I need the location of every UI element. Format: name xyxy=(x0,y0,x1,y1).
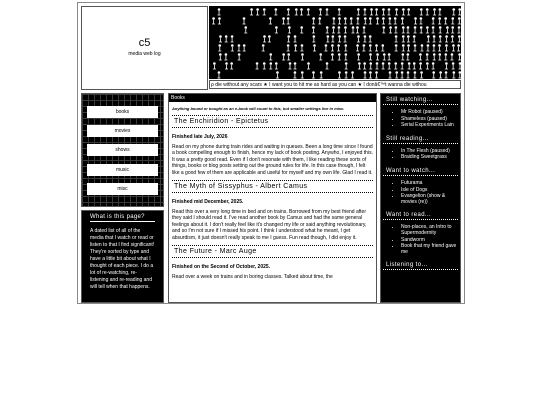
banner-figure xyxy=(357,8,360,15)
banner-figure xyxy=(231,44,234,51)
banner-figure xyxy=(332,26,335,33)
about-title: What is this page? xyxy=(90,214,155,222)
banner-figure xyxy=(426,8,429,15)
banner-figure xyxy=(345,71,348,78)
banner-figure xyxy=(274,8,277,15)
banner-figure xyxy=(363,62,366,69)
list-item: • Non-places, an Intro to Supermodernity xyxy=(401,225,460,236)
sidebar-list xyxy=(381,181,460,205)
banner-figure xyxy=(401,62,404,69)
main-body xyxy=(169,102,376,280)
banner-figure xyxy=(294,35,297,42)
banner-figure xyxy=(432,44,435,51)
banner-figure xyxy=(344,53,347,60)
banner-figure xyxy=(352,26,355,33)
banner-figure xyxy=(438,17,441,24)
banner-figure xyxy=(452,62,455,69)
about-panel xyxy=(81,210,164,303)
sidebar-list xyxy=(381,149,460,161)
page-frame xyxy=(77,2,465,304)
banner-figure xyxy=(369,35,372,42)
banner-figure xyxy=(451,26,454,33)
banner-figure xyxy=(218,8,221,15)
banner-figure xyxy=(219,53,222,60)
list-item: • Evangelion (show & movies (re)) xyxy=(401,194,460,205)
site-logo[interactable] xyxy=(81,6,208,90)
banner-figure xyxy=(402,8,405,15)
banner-figure xyxy=(414,26,417,33)
banner-figure xyxy=(224,53,227,60)
banner-figure xyxy=(426,44,429,51)
banner-figure xyxy=(230,62,233,69)
banner-figure xyxy=(402,35,405,42)
banner-figure xyxy=(446,26,449,33)
banner-figure xyxy=(225,35,228,42)
banner-figure xyxy=(433,35,436,42)
banner-figure xyxy=(287,17,290,24)
section-tagline: Anything bound or bought as an e-book will count to this, but smaller writings live in misc. xyxy=(172,106,345,111)
banner-figure xyxy=(376,17,379,24)
banner-figure xyxy=(426,53,429,60)
banner-figure xyxy=(288,26,291,33)
banner-figure xyxy=(420,26,423,33)
banner-figure xyxy=(407,44,410,51)
banner-figure xyxy=(445,44,448,51)
banner-figure xyxy=(394,62,397,69)
nav-movies-button[interactable]: movies xyxy=(87,125,158,137)
banner-figure xyxy=(282,53,285,60)
banner-figure xyxy=(433,53,436,60)
banner-figure xyxy=(219,35,222,42)
banner-figure xyxy=(331,44,334,51)
banner-figure xyxy=(452,8,455,15)
banner-figure xyxy=(217,71,220,78)
banner-figure xyxy=(394,26,397,33)
entry-date: Finished mid December, 2025. xyxy=(172,199,244,206)
banner-figure xyxy=(388,62,391,69)
banner-figure xyxy=(269,17,272,24)
banner-figure xyxy=(344,26,347,33)
banner-figure xyxy=(300,8,303,15)
banner-figure xyxy=(426,26,429,33)
banner-figure xyxy=(338,8,341,15)
banner-figure xyxy=(382,17,385,24)
banner-figure xyxy=(218,44,221,51)
list-item: • Sandworm xyxy=(401,238,460,244)
banner-figure xyxy=(294,44,297,51)
banner-figure xyxy=(325,8,328,15)
banner-figure xyxy=(312,26,315,33)
banner-figure xyxy=(344,44,347,51)
banner-figure xyxy=(356,26,359,33)
banner-figure xyxy=(319,8,322,15)
banner-figure xyxy=(438,53,441,60)
banner-figure xyxy=(419,62,422,69)
banner-figure xyxy=(413,62,416,69)
banner-figure xyxy=(444,53,447,60)
banner-figure xyxy=(458,35,461,42)
list-item: • Mr Robot (paused) xyxy=(401,110,460,116)
entry xyxy=(172,245,373,280)
banner-figure xyxy=(439,35,442,42)
banner-figure xyxy=(432,17,435,24)
entry-title: The Enchiridion - Epictetus xyxy=(174,118,269,125)
banner-figure xyxy=(287,8,290,15)
banner-figure xyxy=(364,17,367,24)
banner-figure xyxy=(426,62,429,69)
banner-figure xyxy=(375,8,378,15)
banner-figure xyxy=(388,17,391,24)
banner-figure xyxy=(262,44,265,51)
banner-figure xyxy=(458,53,461,60)
banner-figure xyxy=(457,44,460,51)
banner-figure xyxy=(395,8,398,15)
banner-figure xyxy=(326,35,329,42)
nav-misc-button[interactable]: misc xyxy=(87,183,158,195)
banner-figure xyxy=(326,26,329,33)
site-title: c5 xyxy=(138,37,151,49)
banner-figure xyxy=(432,71,435,78)
banner-figure xyxy=(401,53,404,60)
banner-figure xyxy=(375,71,378,78)
about-text: A dated list of all of the media that I watch or read or listen to that I find significant! They're sorted by type and have a little bit about what I thought of each piece. I do a lot of re-watching, re-listening and re-reading and will tell when that happens. xyxy=(90,228,155,290)
banner-figure xyxy=(337,44,340,51)
banner-figure xyxy=(268,35,271,42)
banner-figure xyxy=(287,35,290,42)
banner-figure xyxy=(420,44,423,51)
banner-figure xyxy=(419,53,422,60)
marquee-text: ρ die without any scars ★ I want you to hit me as hard as you can ★ I donâ€™t wanna die withou xyxy=(211,82,427,88)
banner-figure xyxy=(213,62,216,69)
banner-figure xyxy=(345,62,348,69)
list-item: • In The Flesh (paused) xyxy=(401,149,460,155)
banner-figure xyxy=(395,44,398,51)
banner-figure xyxy=(294,62,297,69)
banner-figure xyxy=(350,17,353,24)
banner-figure xyxy=(324,44,327,51)
banner-figure xyxy=(381,44,384,51)
banner-figure xyxy=(238,53,241,60)
sidebar-lists[interactable] xyxy=(380,93,461,303)
banner-figure xyxy=(356,17,359,24)
banner-figure xyxy=(300,26,303,33)
banner-figure xyxy=(319,53,322,60)
banner-figure xyxy=(362,44,365,51)
banner-figure xyxy=(269,62,272,69)
banner-figure xyxy=(312,17,315,24)
list-item: • Book that my friend gave me xyxy=(401,244,460,255)
banner-figure xyxy=(356,44,359,51)
banner-figure xyxy=(312,35,315,42)
banner-figure xyxy=(444,17,447,24)
sidebar-section-want-to-watch xyxy=(381,165,460,205)
entry-title: The Future - Marc Auge xyxy=(174,248,257,256)
entry-title: The Myth of Sissyphus - Albert Camus xyxy=(174,183,308,191)
banner-figure xyxy=(407,71,410,78)
banner-figure xyxy=(225,62,228,69)
entry-date: Finished late July, 2026 xyxy=(172,134,228,140)
banner-figure xyxy=(419,17,422,24)
banner-figure xyxy=(389,71,392,78)
banner-figure xyxy=(450,53,453,60)
banner-figure xyxy=(364,71,367,78)
list-item: • Serial Experiments Lain xyxy=(401,123,460,129)
banner-figure xyxy=(445,35,448,42)
banner-figure xyxy=(287,53,290,60)
banner-figure xyxy=(237,44,240,51)
banner-figure xyxy=(388,53,391,60)
sidebar-heading: Want to read... xyxy=(383,209,458,220)
banner-figure xyxy=(432,26,435,33)
banner-figure xyxy=(401,17,404,24)
banner-figure xyxy=(451,17,454,24)
banner-figure xyxy=(243,17,246,24)
banner-figure xyxy=(295,8,298,15)
banner-figure xyxy=(389,26,392,33)
main-content[interactable] xyxy=(168,93,377,303)
banner-figure xyxy=(383,53,386,60)
list-item: • Shameless (paused) xyxy=(401,117,460,123)
sidebar-section-still-reading xyxy=(381,133,460,161)
banner-figure xyxy=(458,8,461,15)
banner-figure xyxy=(387,8,390,15)
banner-figure xyxy=(406,53,409,60)
banner-figure xyxy=(263,8,266,15)
banner-figure xyxy=(376,62,379,69)
divider xyxy=(172,257,373,258)
banner-figure xyxy=(420,71,423,78)
banner-figure xyxy=(369,44,372,51)
banner-figure xyxy=(263,35,266,42)
banner-figure xyxy=(375,44,378,51)
list-item: • Isle of Dogs xyxy=(401,188,460,194)
sidebar-list xyxy=(381,110,460,129)
banner-figure xyxy=(275,26,278,33)
banner-figure xyxy=(459,62,461,69)
banner-figure xyxy=(344,35,347,42)
entry-text: Read this over a very long time in bed and on trains. Borrowed from my best friend after they said I should read it. I've read another book by Camus and had the same general feelings about it. I don't really feel like it's changed my life or said anything revolutionary, and so I'm not sure if I missed his point. I think I understood what he meant, I get absurdism, it just doesn't really speak to me I guess. Fun read though, I did enjoy it. xyxy=(172,209,367,241)
banner-figure xyxy=(212,17,215,24)
banner-figure xyxy=(432,62,435,69)
banner-figure xyxy=(301,53,304,60)
sidebar-heading: Still reading... xyxy=(383,133,458,144)
banner-figure xyxy=(337,26,340,33)
banner-figure xyxy=(326,62,329,69)
banner-figure xyxy=(363,35,366,42)
banner-figure xyxy=(363,8,366,15)
sidebar-section-still-watching xyxy=(381,94,460,129)
banner-figure xyxy=(331,35,334,42)
banner-figure xyxy=(413,35,416,42)
header-banner-image xyxy=(209,6,461,79)
banner-figure xyxy=(420,8,423,15)
banner-figure xyxy=(402,26,405,33)
banner-figure xyxy=(351,71,354,78)
banner-figure xyxy=(331,53,334,60)
entry-date: Finished on the Second of October, 2025. xyxy=(172,264,271,271)
banner-figure xyxy=(433,8,436,15)
banner-figure xyxy=(413,71,416,78)
entry xyxy=(172,115,373,176)
banner-figure xyxy=(300,44,303,51)
banner-figure xyxy=(275,62,278,69)
banner-figure xyxy=(244,26,247,33)
banner-figure xyxy=(406,26,409,33)
banner-figure xyxy=(376,53,379,60)
banner-figure xyxy=(288,62,291,69)
banner-figure xyxy=(307,8,310,15)
section-header: Books xyxy=(169,94,376,102)
banner-pattern xyxy=(209,6,461,79)
banner-figure xyxy=(457,26,460,33)
banner-figure xyxy=(338,17,341,24)
banner-figure xyxy=(402,44,405,51)
banner-figure xyxy=(370,8,373,15)
sidebar-section-listening xyxy=(381,259,460,270)
banner-figure xyxy=(269,53,272,60)
banner-figure xyxy=(263,62,266,69)
banner-figure xyxy=(318,17,321,24)
banner-figure xyxy=(250,8,253,15)
banner-figure xyxy=(414,17,417,24)
banner-figure xyxy=(439,71,442,78)
list-item: • Braiding Sweetgrass xyxy=(401,155,460,161)
banner-figure xyxy=(452,71,455,78)
banner-figure xyxy=(382,8,385,15)
banner-figure xyxy=(408,62,411,69)
banner-figure xyxy=(307,62,310,69)
nav-panel xyxy=(81,93,164,207)
banner-figure xyxy=(312,71,315,78)
sidebar-list xyxy=(381,225,460,255)
banner-figure xyxy=(357,35,360,42)
site-subtitle: media web log xyxy=(128,51,161,57)
divider xyxy=(172,127,373,128)
banner-figure xyxy=(332,17,335,24)
banner-figure xyxy=(438,8,441,15)
banner-figure xyxy=(218,17,221,24)
banner-figure xyxy=(395,71,398,78)
list-item: • Futurama xyxy=(401,181,460,187)
marquee-ticker xyxy=(209,80,461,89)
banner-figure xyxy=(382,26,385,33)
banner-figure xyxy=(344,17,347,24)
banner-figure xyxy=(338,71,341,78)
banner-figure xyxy=(369,53,372,60)
banner-figure xyxy=(369,17,372,24)
nav-shows-button[interactable]: shows xyxy=(87,144,158,156)
banner-figure xyxy=(369,71,372,78)
entry xyxy=(172,180,373,241)
banner-figure xyxy=(282,17,285,24)
banner-figure xyxy=(287,44,290,51)
banner-figure xyxy=(358,62,361,69)
entry-text: Read on my phone during train rides and waiting in queues. Been a long time since I found a book compelling enough to finish, hence my lack of book posting. Anywho, I enjoyed this. It was a pretty good read. Even if I don't resonate with them, I like reading these sorts of things, books or blog posts setting out the ground rules for life. In this case though, I felt like a good few of them are applicable and useful for myself and my own life. Glad I read it. xyxy=(172,144,373,176)
banner-figure xyxy=(452,44,455,51)
banner-figure xyxy=(407,8,410,15)
banner-figure xyxy=(293,71,296,78)
banner-figure xyxy=(363,26,366,33)
banner-figure xyxy=(382,62,385,69)
banner-figure xyxy=(369,62,372,69)
sidebar-heading: Want to watch... xyxy=(383,165,458,176)
banner-figure xyxy=(451,35,454,42)
banner-figure xyxy=(243,44,246,51)
banner-figure xyxy=(394,17,397,24)
banner-figure xyxy=(320,71,323,78)
banner-figure xyxy=(301,71,304,78)
nav-music-button[interactable]: music xyxy=(87,164,158,176)
nav-books-button[interactable]: books xyxy=(87,106,158,118)
banner-figure xyxy=(458,17,461,24)
divider xyxy=(172,192,373,193)
banner-figure xyxy=(438,44,441,51)
banner-figure xyxy=(407,35,410,42)
banner-figure xyxy=(276,71,279,78)
banner-figure xyxy=(395,35,398,42)
sidebar-heading: Listening to... xyxy=(383,259,458,270)
banner-figure xyxy=(231,35,234,42)
banner-figure xyxy=(313,44,316,51)
banner-figure xyxy=(445,62,448,69)
banner-figure xyxy=(439,26,442,33)
sidebar-section-want-to-read xyxy=(381,209,460,255)
banner-figure xyxy=(338,53,341,60)
entry-text: Read over a week on trains and in boring classes. Talked about time, the xyxy=(172,274,333,281)
banner-figure xyxy=(445,71,448,78)
banner-figure xyxy=(427,35,430,42)
banner-figure xyxy=(414,44,417,51)
banner-figure xyxy=(338,35,341,42)
banner-figure xyxy=(401,71,404,78)
banner-figure xyxy=(357,53,360,60)
banner-figure xyxy=(256,8,259,15)
sidebar-heading: Still watching... xyxy=(383,94,458,105)
banner-figure xyxy=(256,62,259,69)
banner-figure xyxy=(458,71,461,78)
